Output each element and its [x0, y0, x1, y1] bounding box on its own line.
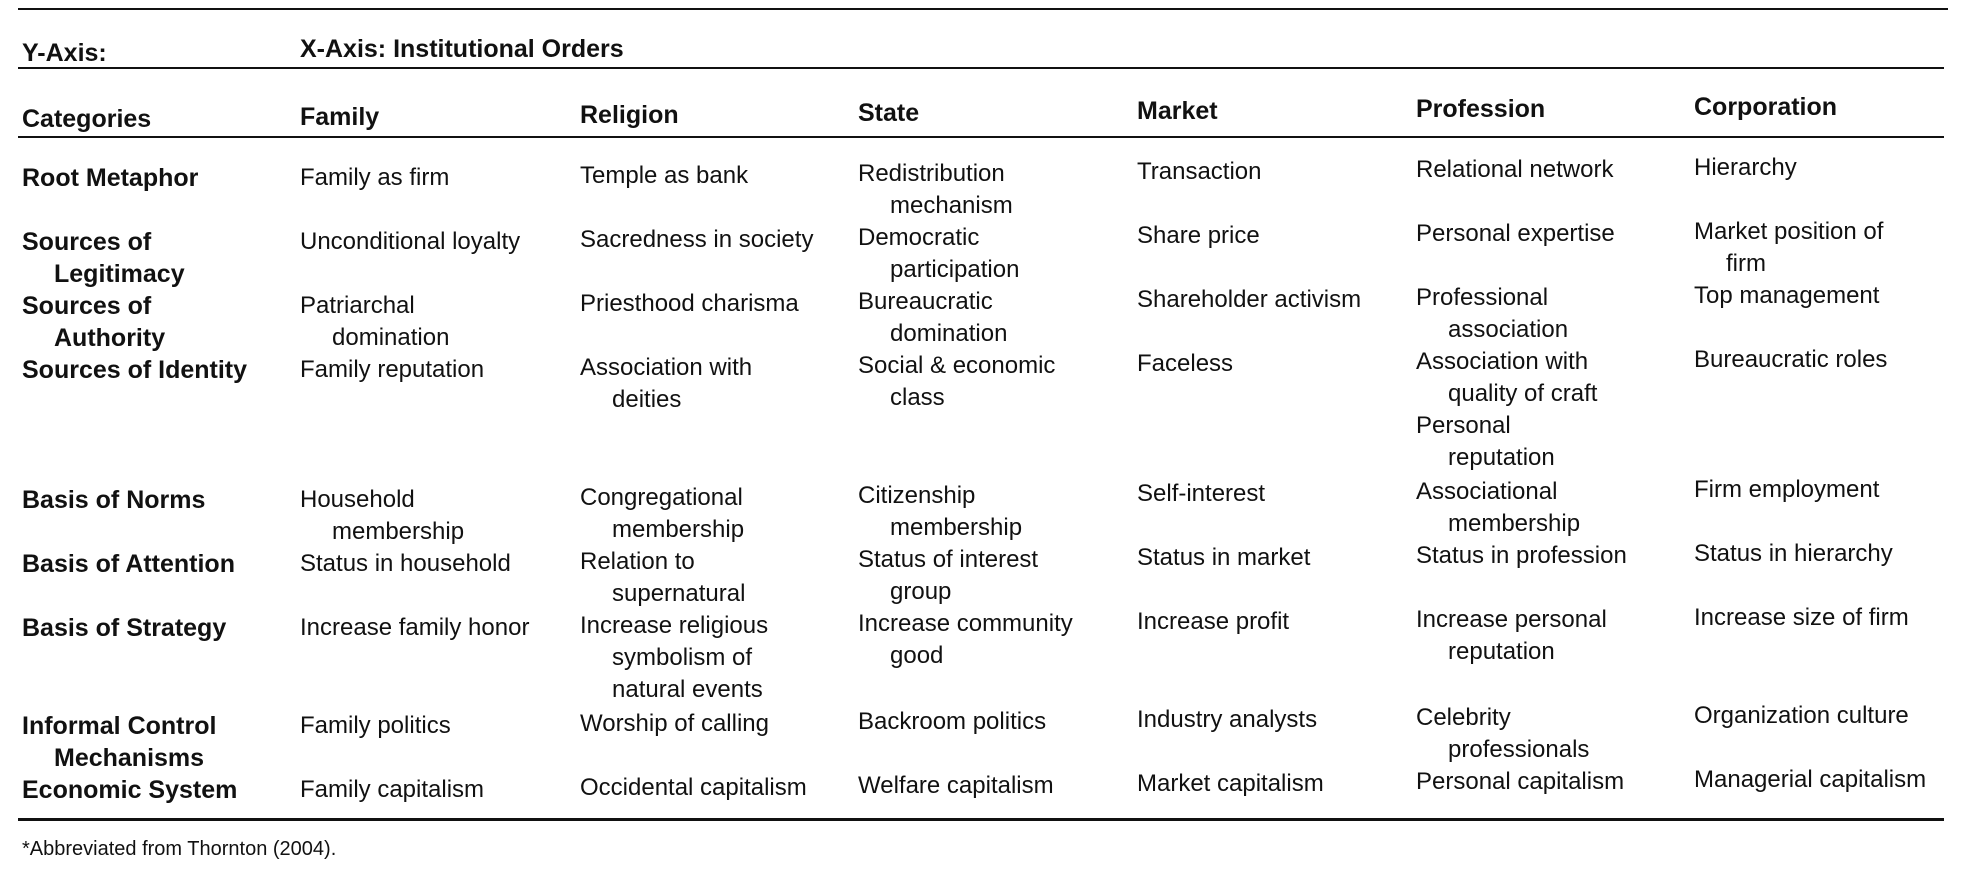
table-cell-profession: [1416, 766, 1624, 798]
table-cell-religion: [580, 160, 748, 192]
table-cell-religion-line: symbolism of: [612, 644, 753, 671]
table-cell-market-line: Market capitalism: [1137, 770, 1324, 797]
row-category: [22, 612, 226, 644]
table-cell-profession-line: reputation: [1448, 638, 1555, 665]
table-cell-family: [300, 612, 529, 644]
table-cell-family-line: Family reputation: [300, 356, 485, 383]
row-category: [22, 226, 185, 290]
table-cell-profession: [1416, 346, 1597, 474]
table-cell-state-line: Social & economic: [858, 352, 1056, 379]
table-cell-corporation-line: Status in hierarchy: [1694, 540, 1893, 567]
table-cell-profession-line: reputation: [1448, 444, 1555, 471]
table-cell-religion-line: Increase religious: [580, 612, 769, 639]
table-cell-family-line: Status in household: [300, 550, 511, 577]
table-cell-religion-line: Congregational: [580, 484, 743, 511]
row-category: [22, 354, 247, 386]
table-cell-profession-line: Celebrity: [1416, 704, 1511, 731]
table-cell-state: [858, 544, 1038, 608]
table-cell-profession-line: quality of craft: [1448, 380, 1598, 407]
table-cell-state-line: mechanism: [890, 192, 1013, 219]
row-category: [22, 548, 235, 580]
table-cell-family: [300, 226, 520, 258]
table-footnote: *Abbreviated from Thornton (2004).: [22, 838, 337, 860]
table-cell-profession-line: Personal expertise: [1416, 220, 1615, 247]
table-cell-state: [858, 480, 1022, 544]
table-cell-profession-line: Associational: [1416, 478, 1558, 505]
table-cell-religion: [580, 708, 769, 740]
table-cell-state-line: Democratic: [858, 224, 980, 251]
table-cell-state-line: Increase community: [858, 610, 1073, 637]
table-cell-profession: [1416, 154, 1613, 186]
table-cell-religion: [580, 610, 768, 706]
column-header-market: Market: [1137, 97, 1218, 125]
table-cell-corporation: [1694, 152, 1797, 184]
column-header-state: State: [858, 99, 920, 127]
table-cell-religion-line: Priesthood charisma: [580, 290, 799, 317]
table-cell-market: [1137, 542, 1310, 574]
column-header-religion: Religion: [580, 101, 679, 129]
table-cell-family: [300, 354, 484, 386]
column-header-corporation: Corporation: [1694, 93, 1838, 121]
table-cell-religion-line: Occidental capitalism: [580, 774, 807, 801]
table-cell-corporation: [1694, 474, 1879, 506]
table-cell-family: [300, 710, 451, 742]
table-cell-religion: [580, 352, 752, 416]
table-cell-state: [858, 286, 1007, 350]
table-cell-corporation: [1694, 764, 1926, 796]
table-cell-state-line: Redistribution: [858, 160, 1005, 187]
table-cell-market-line: Faceless: [1137, 350, 1234, 377]
table-cell-market-line: Transaction: [1137, 158, 1262, 185]
table-cell-state-line: Backroom politics: [858, 708, 1047, 735]
table-cell-family-line: Family as firm: [300, 164, 450, 191]
table-cell-religion-line: Sacredness in society: [580, 226, 814, 253]
table-cell-religion: [580, 482, 744, 546]
row-category-line: Sources of: [22, 228, 152, 256]
row-category-line: Sources of Identity: [22, 356, 248, 384]
table-cell-market-line: Status in market: [1137, 544, 1311, 571]
row-category-line: Economic System: [22, 776, 238, 804]
table-cell-family-line: membership: [332, 518, 465, 545]
table-cell-profession-line: Professional: [1416, 284, 1549, 311]
table-cell-state-line: good: [890, 642, 944, 669]
table-cell-profession: [1416, 702, 1589, 766]
table-cell-state-line: Citizenship: [858, 482, 976, 509]
table-cell-corporation: [1694, 344, 1887, 376]
table-cell-profession-line: Personal: [1416, 412, 1511, 439]
table-cell-corporation-line: firm: [1726, 250, 1766, 277]
table-cell-market: [1137, 478, 1265, 510]
table-cell-profession-line: Personal capitalism: [1416, 768, 1625, 795]
table-cell-religion-line: supernatural: [612, 580, 746, 607]
table-cell-corporation: [1694, 602, 1909, 634]
table-cell-corporation-line: Hierarchy: [1694, 154, 1797, 181]
table-cell-corporation-line: Organization culture: [1694, 702, 1909, 729]
table-cell-state: [858, 158, 1013, 222]
table-cell-market-line: Self-interest: [1137, 480, 1266, 507]
table-cell-profession: [1416, 218, 1615, 250]
table-cell-corporation-line: Top management: [1694, 282, 1880, 309]
table-cell-religion-line: Relation to: [580, 548, 695, 575]
table-cell-corporation-line: Increase size of firm: [1694, 604, 1909, 631]
table-cell-market-line: Industry analysts: [1137, 706, 1318, 733]
table-cell-family: [300, 162, 449, 194]
table-cell-profession-line: Association with: [1416, 348, 1589, 375]
table-cell-profession: [1416, 476, 1580, 540]
table-cell-market: [1137, 156, 1262, 188]
table-cell-state-line: Welfare capitalism: [858, 772, 1054, 799]
table-cell-family: [300, 548, 511, 580]
table-cell-market: [1137, 768, 1324, 800]
table-cell-state-line: class: [890, 384, 945, 411]
table-cell-religion-line: natural events: [612, 676, 763, 703]
table-cell-family-line: Family capitalism: [300, 776, 485, 803]
table-cell-profession: [1416, 540, 1627, 572]
table-cell-corporation-line: Bureaucratic roles: [1694, 346, 1888, 373]
table-cell-religion: [580, 224, 813, 256]
table-cell-family: [300, 484, 464, 548]
table-cell-market-line: Increase profit: [1137, 608, 1290, 635]
table-cell-market-line: Share price: [1137, 222, 1260, 249]
table-cell-family-line: Increase family honor: [300, 614, 530, 641]
categories-header: Categories: [22, 105, 152, 133]
y-axis-label: Y-Axis:: [22, 39, 107, 67]
table-cell-family-line: Patriarchal: [300, 292, 415, 319]
table-cell-family: [300, 290, 449, 354]
row-category-line: Basis of Attention: [22, 550, 235, 578]
table-cell-religion-line: Worship of calling: [580, 710, 769, 737]
table-cell-religion-line: membership: [612, 516, 745, 543]
table-cell-profession-line: association: [1448, 316, 1569, 343]
table-cell-profession: [1416, 604, 1607, 668]
row-category: [22, 710, 216, 774]
row-category-line: Informal Control: [22, 712, 217, 740]
table-cell-state: [858, 222, 1019, 286]
row-category: [22, 484, 205, 516]
table-cell-family-line: Family politics: [300, 712, 451, 739]
table-cell-corporation: [1694, 280, 1879, 312]
table-cell-profession-line: Increase personal: [1416, 606, 1607, 633]
table-cell-state-line: domination: [890, 320, 1008, 347]
table-cell-corporation-line: Market position of: [1694, 218, 1884, 245]
table-cell-state-line: group: [890, 578, 952, 605]
table-cell-market: [1137, 220, 1260, 252]
column-header-rule: [18, 136, 1944, 138]
table-cell-market: [1137, 284, 1361, 316]
row-category-line: Sources of: [22, 292, 152, 320]
row-category-line: Basis of Strategy: [22, 614, 227, 642]
table-cell-state-line: participation: [890, 256, 1020, 283]
table-cell-profession: [1416, 282, 1568, 346]
table-cell-religion-line: Association with: [580, 354, 753, 381]
table-cell-profession-line: membership: [1448, 510, 1581, 537]
table-cell-corporation-line: Managerial capitalism: [1694, 766, 1927, 793]
column-header-profession: Profession: [1416, 95, 1546, 123]
table-cell-religion-line: Temple as bank: [580, 162, 749, 189]
table-cell-state: [858, 350, 1055, 414]
table-cell-religion: [580, 546, 745, 610]
table-cell-profession-line: Status in profession: [1416, 542, 1627, 569]
table-cell-corporation: [1694, 216, 1883, 280]
row-category-line: Authority: [54, 324, 166, 352]
table-cell-state: [858, 608, 1073, 672]
table-cell-state: [858, 770, 1054, 802]
table-cell-religion-line: deities: [612, 386, 682, 413]
table-cell-corporation: [1694, 700, 1909, 732]
table-cell-family-line: Household: [300, 486, 415, 513]
table-cell-state-line: membership: [890, 514, 1023, 541]
table-cell-state-line: Bureaucratic: [858, 288, 993, 315]
table-cell-corporation: [1694, 538, 1893, 570]
row-category: [22, 290, 165, 354]
row-category: [22, 162, 198, 194]
table-cell-market-line: Shareholder activism: [1137, 286, 1362, 313]
row-category-line: Basis of Norms: [22, 486, 206, 514]
table-cell-profession-line: professionals: [1448, 736, 1590, 763]
row-category-line: Root Metaphor: [22, 164, 199, 192]
header-rule: [18, 67, 1944, 69]
row-category-line: Mechanisms: [54, 744, 205, 772]
row-category: [22, 774, 237, 806]
table-cell-market: [1137, 348, 1233, 380]
row-category-line: Legitimacy: [54, 260, 185, 288]
table-cell-corporation-line: Firm employment: [1694, 476, 1880, 503]
table-cell-state-line: Status of interest: [858, 546, 1039, 573]
table-cell-family-line: Unconditional loyalty: [300, 228, 521, 255]
table-cell-religion: [580, 288, 799, 320]
table-cell-market: [1137, 704, 1317, 736]
table-bottom-rule: [18, 818, 1944, 821]
x-axis-label: X-Axis: Institutional Orders: [300, 35, 624, 63]
table-cell-market: [1137, 606, 1289, 638]
table-cell-religion: [580, 772, 807, 804]
table-top-rule: [18, 8, 1948, 10]
table-cell-family-line: domination: [332, 324, 450, 351]
table-cell-profession-line: Relational network: [1416, 156, 1614, 183]
column-header-family: Family: [300, 103, 380, 131]
table-cell-state: [858, 706, 1046, 738]
table-cell-family: [300, 774, 484, 806]
